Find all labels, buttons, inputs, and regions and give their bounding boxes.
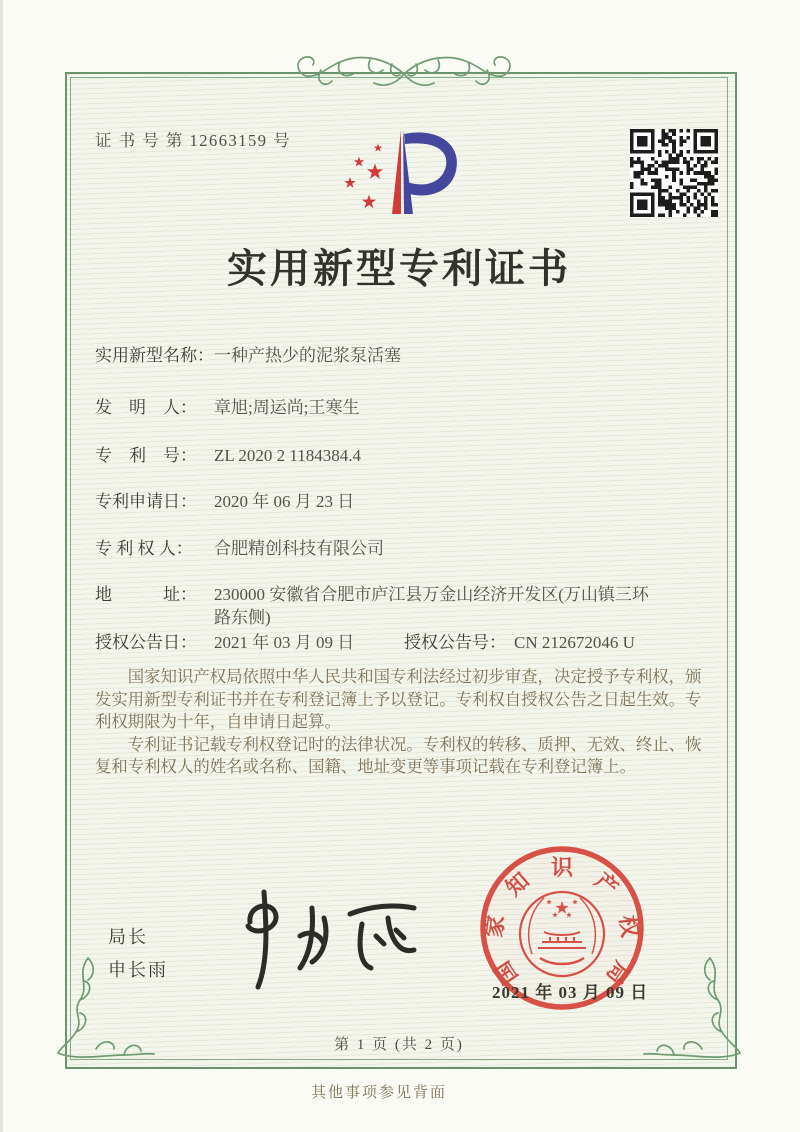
field-value: 230000 安徽省合肥市庐江县万金山经济开发区(万山镇三环路东侧) xyxy=(214,585,649,627)
field-row-grant-no xyxy=(404,631,635,654)
certificate-title: 实用新型专利证书 xyxy=(227,246,571,291)
logo-p-bowl xyxy=(404,133,457,196)
logo-stars xyxy=(344,144,383,209)
field-row-address xyxy=(95,583,650,629)
field-row-grant-date xyxy=(95,631,354,654)
field-value: CN 212672046 U xyxy=(514,633,635,652)
field-row-name xyxy=(95,344,401,367)
field-row-patent-no xyxy=(95,444,361,467)
svg-text:识: 识 xyxy=(550,855,574,880)
field-label: 地 址： xyxy=(95,585,197,604)
logo-column-red xyxy=(392,130,401,214)
legal-paragraph-1: 国家知识产权局依照中华人民共和国专利法经过初步审查，决定授予专利权，颁发实用新型专利证书并在专利登记簿上予以登记。专利权自授权公告之日起生效。专利权期限为十年，自申请日起算。 xyxy=(95,667,702,732)
svg-text:局: 局 xyxy=(601,956,635,989)
field-label: 实用新型名称： xyxy=(95,346,214,365)
svg-text:权: 权 xyxy=(615,913,643,939)
field-label: 专 利 号： xyxy=(95,446,197,465)
qr-modules xyxy=(630,129,718,217)
seal-date: 2021 年 03 月 09 日 xyxy=(492,983,649,1002)
svg-text:国: 国 xyxy=(489,956,523,989)
field-row-patentee xyxy=(95,537,384,560)
field-row-filing-date xyxy=(95,490,354,513)
director-name-label: 申长雨 xyxy=(108,960,168,980)
border-ornament-top xyxy=(288,48,520,96)
page-number: 第 1 页 (共 2 页) xyxy=(334,1037,464,1053)
field-value: ZL 2020 2 1184384.4 xyxy=(214,446,362,465)
certificate-number: 证 书 号 第 12663159 号 xyxy=(95,131,292,150)
field-label: 授权公告号： xyxy=(404,633,506,652)
legal-text-block xyxy=(95,666,713,779)
svg-text:家: 家 xyxy=(481,913,509,939)
field-label: 授权公告日： xyxy=(95,633,197,652)
qr-code xyxy=(630,129,718,217)
field-label: 专 利 权 人： xyxy=(95,539,193,558)
svg-text:产: 产 xyxy=(590,867,624,901)
field-value: 一种产热少的泥浆泵活塞 xyxy=(214,346,401,365)
other-matters-note: 其他事项参见背面 xyxy=(310,1085,447,1101)
svg-text:知: 知 xyxy=(500,867,534,901)
field-label: 专利申请日： xyxy=(95,492,197,511)
field-row-inventor xyxy=(95,396,359,419)
field-label: 发 明 人： xyxy=(95,398,197,417)
director-signature-handwriting xyxy=(212,880,442,995)
scan-edge-shadow xyxy=(0,0,3,1132)
cnipa-logo-icon xyxy=(328,118,478,226)
field-value: 合肥精创科技有限公司 xyxy=(214,539,384,558)
field-value: 2021 年 03 月 09 日 xyxy=(214,633,355,652)
director-role-label: 局长 xyxy=(108,927,148,947)
legal-paragraph-2: 专利证书记载专利权登记时的法律状况。专利权的转移、质押、无效、终止、恢复和专利权人的姓名或名称、国籍、地址变更等事项记载在专利登记簿上。 xyxy=(95,734,702,777)
field-value: 2020 年 06 月 23 日 xyxy=(214,492,355,511)
field-value: 章旭;周运尚;王寒生 xyxy=(214,398,360,417)
